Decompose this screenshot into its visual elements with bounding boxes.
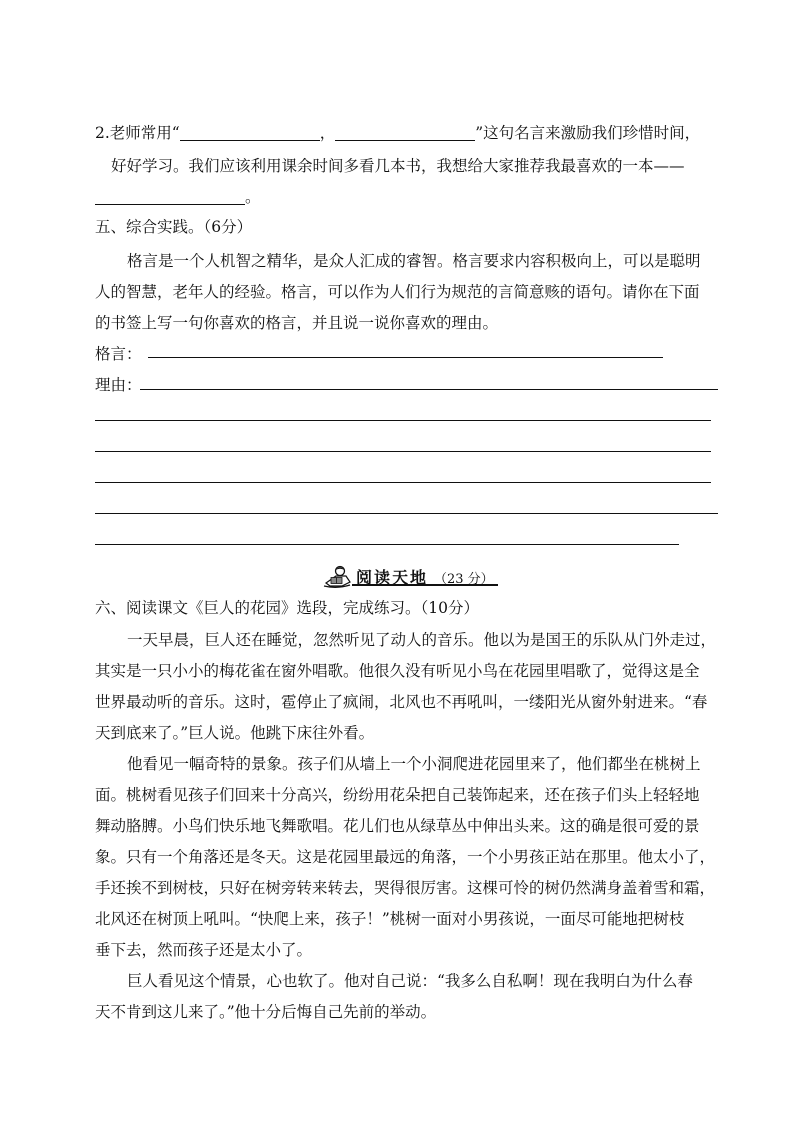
banner-underline [352,584,498,586]
q2-mid: ， [319,124,336,142]
passage-line-13: 天不肯到这儿来了。”他十分后悔自己先前的举动。 [95,1003,437,1021]
section5-para-line-3: 的书签上写一句你喜欢的格言，并且说一说你喜欢的理由。 [95,314,499,332]
reason-answer-line-5[interactable] [95,513,718,514]
section5-para-line-1: 格言是一个人机智之精华，是众人汇成的睿智。格言要求内容积极向上，可以是聪明 [127,252,701,270]
passage-line-2: 其实是一只小小的梅花雀在窗外唱歌。他很久没有听见小鸟在花园里唱歌了，觉得这是全 [95,662,700,680]
reason-label: 理由： [95,376,142,394]
passage-line-5: 他看见一幅奇特的景象。孩子们从墙上一个小洞爬进花园里来了，他们都坐在桃树上 [127,755,701,773]
passage-line-6: 面。桃树看见孩子们回来十分高兴，纷纷用花朵把自己装饰起来，还在孩子们头上轻轻地 [95,786,700,804]
reading-section-banner [322,564,498,588]
q2-line-2 [111,155,685,177]
passage-line-9: 手还挨不到树枝，只好在树旁转来转去，哭得很厉害。这棵可怜的树仍然满身盖着雪和霜， [95,879,716,897]
reason-answer-line-1[interactable] [140,389,718,390]
reading-child-icon [322,564,352,588]
q2-line-1 [95,122,700,144]
passage-line-12: 巨人看见这个情景，心也软了。他对自己说：“我多么自私啊！现在我明白为什么春 [127,972,693,990]
passage-line-1: 一天早晨，巨人还在睡觉，忽然听见了动人的音乐。他以为是国王的乐队从门外走过， [127,631,717,649]
banner-score: （23 分） [434,572,494,587]
q2-blank-book[interactable] [95,188,245,205]
section6-heading: 六、阅读课文《巨人的花园》选段，完成练习。（10分） [95,599,479,617]
section5-para-line-2: 人的智慧，老年人的经验。格言，可以作为人们行为规范的言简意赅的语句。请你在下面 [95,283,700,301]
q2-line-3 [95,186,261,208]
banner-title: 阅读天地 [356,568,429,587]
passage-line-4: 天到底来了。”巨人说。他跳下床往外看。 [95,724,375,742]
q2-prefix: 2.老师常用“ [95,124,180,142]
passage-line-3: 世界最动听的音乐。这时，雹停止了疯闹，北风也不再吼叫，一缕阳光从窗外射进来。“春 [95,693,708,711]
passage-line-11: 垂下去，然而孩子还是太小了。 [95,941,313,959]
q2-line3-end: 。 [245,188,261,206]
section5-heading: 五、综合实践。（6分） [95,218,253,236]
passage-line-8: 象。只有一个角落还是冬天。这是花园里最远的角落，一个小男孩正站在那里。他太小了， [95,848,716,866]
q2-suffix: ”这句名言来激励我们珍惜时间， [475,124,701,142]
reason-answer-line-2[interactable] [95,420,711,421]
q2-blank-2[interactable] [335,124,475,141]
q2-line2-text: 好好学习。我们应该利用课余时间多看几本书，我想给大家推荐我最喜欢的一本—— [111,157,685,175]
passage-line-10: 北风还在树顶上吼叫。“快爬上来，孩子！”桃树一面对小男孩说，一面尽可能地把树枝 [95,910,685,928]
motto-answer-line[interactable] [148,357,663,358]
q2-blank-1[interactable] [180,124,320,141]
passage-line-7: 舞动胳膊。小鸟们快乐地飞舞歌唱。花儿们也从绿草丛中伸出头来。这的确是很可爱的景 [95,817,700,835]
reason-answer-line-3[interactable] [95,451,711,452]
motto-label: 格言： [95,345,142,363]
reason-answer-line-6[interactable] [95,544,679,545]
reason-answer-line-4[interactable] [95,482,711,483]
